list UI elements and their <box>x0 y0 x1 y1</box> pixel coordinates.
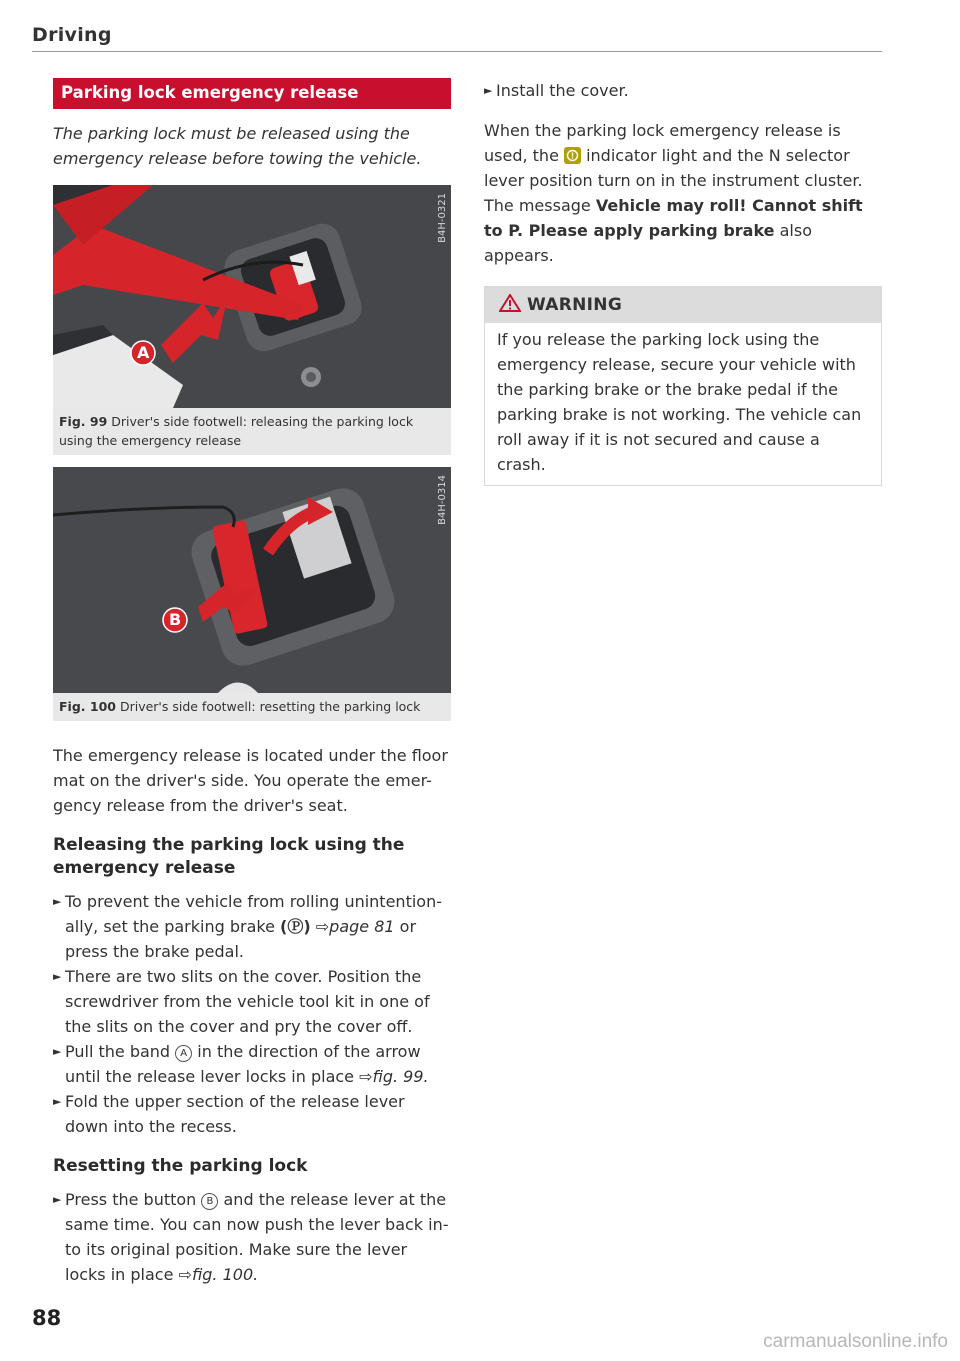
list-item <box>484 78 882 103</box>
left-column <box>53 78 451 1287</box>
section-title: Parking lock emergency release <box>53 78 451 109</box>
releasing-heading: Releasing the parking lock using the emergency release <box>53 835 405 878</box>
figure-99-caption-text: Driver's side footwell: releasing the parking lock using the emergency release <box>59 414 414 448</box>
section-intro: The parking lock must be released using the emergency release before towing the vehicle. <box>53 124 422 168</box>
step-text: Pull the band <box>65 1042 171 1061</box>
figure-100-code: B4H-0314 <box>437 475 448 525</box>
paragraph-text: indicator light and the N selector lever position turn on in the instrument cluster. The message <box>484 146 863 215</box>
bullet-icon: ► <box>53 1193 62 1206</box>
step-text: or press the brake pedal. <box>65 917 417 961</box>
releasing-steps <box>53 889 451 1139</box>
step-text: Fold the upper section of the release lever down into the recess. <box>65 1092 405 1136</box>
figure-reference-link[interactable]: fig. 100. <box>191 1265 259 1284</box>
watermark: carmanualsonline.info <box>763 1331 948 1352</box>
list-item <box>53 964 451 1039</box>
list-item <box>53 1187 451 1287</box>
step-text: To prevent the vehicle from rolling unintention-ally, set the parking brake <box>65 892 442 936</box>
warning-title: WARNING <box>527 295 623 315</box>
figure-100-image <box>53 467 451 693</box>
figure-100-caption-text: Driver's side footwell: resetting the parking lock <box>119 699 421 714</box>
arrow-icon: ⇨ <box>359 1067 373 1086</box>
bullet-icon: ► <box>53 1095 62 1108</box>
intro-paragraph: The emergency release is located under the floor mat on the driver's side. You operate the emer-gency release from the driver's seat. <box>53 746 448 815</box>
bullet-icon: ► <box>53 970 62 983</box>
page-reference-link[interactable]: page 81 <box>329 917 395 936</box>
step-text: There are two slits on the cover. Position the screwdriver from the vehicle tool kit in one of the slits on the cover and pry the cover off. <box>65 967 430 1036</box>
warning-text: If you release the parking lock using the emergency release, secure your vehicle with the parking brake or the brake pedal if the parking brake is not working. The vehicle can roll away if it is not secured and cause a crash. <box>497 330 862 474</box>
list-item <box>53 889 451 964</box>
warning-box <box>484 286 882 486</box>
indicator-paragraph <box>484 118 882 268</box>
figure-100-caption <box>53 693 451 721</box>
warning-triangle-icon <box>499 294 521 312</box>
figure-99-image <box>53 185 451 408</box>
step-text: Press the button <box>65 1190 197 1209</box>
step-text: in the direction of the arrow until the release lever locks in place <box>65 1042 421 1086</box>
parking-brake-icon: (Ⓟ) <box>280 917 311 936</box>
arrow-icon: ⇨ <box>315 917 330 936</box>
footwell-release-illustration <box>53 185 451 408</box>
warning-header <box>485 287 881 323</box>
bullet-icon: ► <box>53 895 62 908</box>
figure-100-label: Fig. 100 <box>59 699 116 714</box>
paragraph-text: also appears. <box>484 221 812 265</box>
resetting-heading: Resetting the parking lock <box>53 1156 308 1176</box>
list-item <box>53 1089 451 1139</box>
callout-b: B <box>169 610 182 629</box>
figure-99-label: Fig. 99 <box>59 414 108 429</box>
footwell-reset-illustration <box>53 467 451 693</box>
callout-a: A <box>137 343 150 362</box>
figure-reference-link[interactable]: fig. 99. <box>372 1067 429 1086</box>
step-text: and the release lever at the same time. You can now push the lever back in-to its original position. Make sure the lever locks in place <box>65 1190 449 1284</box>
header-title: Driving <box>32 24 112 46</box>
circled-letter-a: A <box>175 1045 192 1062</box>
header-rule <box>32 51 882 52</box>
right-column <box>484 78 882 486</box>
figure-100 <box>53 467 451 721</box>
step-text: Install the cover. <box>496 81 629 100</box>
bullet-icon: ► <box>53 1045 62 1058</box>
bullet-icon: ► <box>484 84 493 97</box>
figure-99 <box>53 185 451 455</box>
arrow-icon: ⇨ <box>178 1265 192 1284</box>
figure-99-caption <box>53 408 451 455</box>
list-item <box>53 1039 451 1089</box>
figure-99-code: B4H-0321 <box>437 193 448 243</box>
parking-lock-indicator-icon <box>564 147 581 164</box>
message-text: Vehicle may roll! Cannot shift to P. Please apply parking brake <box>484 196 863 240</box>
resetting-steps <box>53 1187 451 1287</box>
circled-letter-b: B <box>201 1193 218 1210</box>
right-steps <box>484 78 882 103</box>
page-number: 88 <box>32 1306 62 1330</box>
paragraph-text: When the parking lock emergency release is used, the <box>484 121 841 165</box>
